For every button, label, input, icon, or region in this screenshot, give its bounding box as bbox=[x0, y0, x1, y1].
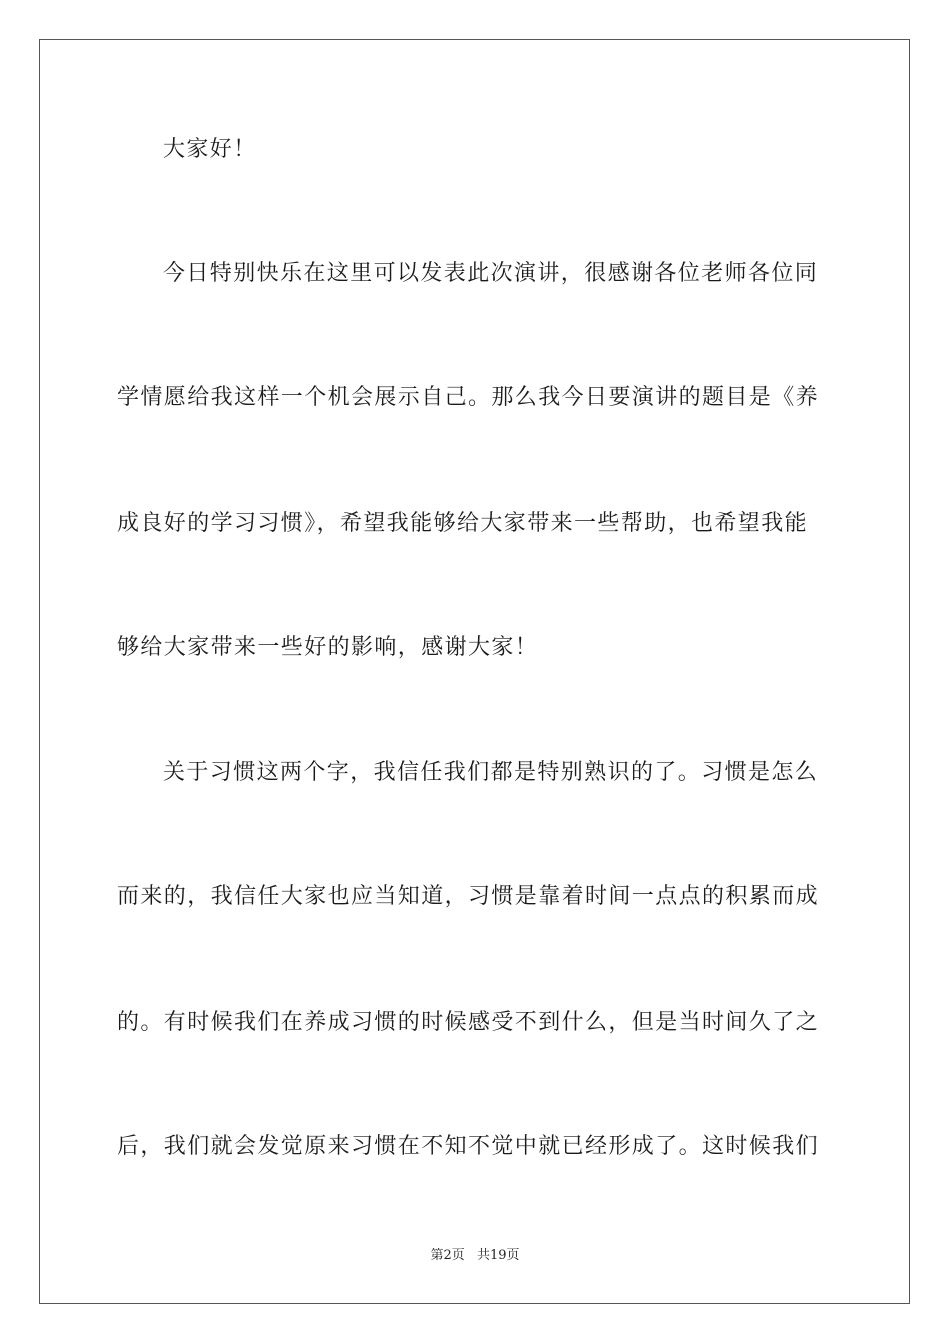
paragraph-line: 成良好的学习习惯》，希望我能够给大家带来一些帮助，也希望我能 bbox=[117, 511, 809, 536]
page-number: 第2页 bbox=[430, 1248, 465, 1263]
paragraph-line: 今日特别快乐在这里可以发表此次演讲，很感谢各位老师各位同 bbox=[163, 261, 819, 286]
page-footer bbox=[0, 1247, 950, 1265]
greeting-line: 大家好！ bbox=[163, 137, 257, 162]
paragraph-line: 后，我们就会发觉原来习惯在不知不觉中就已经形成了。这时候我们 bbox=[117, 1134, 820, 1159]
paragraph-line: 而来的，我信任大家也应当知道，习惯是靠着时间一点点的积累而成 bbox=[117, 884, 820, 909]
page-border bbox=[39, 39, 910, 1304]
page-total: 共19页 bbox=[476, 1248, 520, 1263]
paragraph-line: 关于习惯这两个字，我信任我们都是特别熟识的了。习惯是怎么 bbox=[163, 760, 819, 785]
paragraph-line: 学情愿给我这样一个机会展示自己。那么我今日要演讲的题目是《养 bbox=[117, 385, 820, 410]
paragraph-line: 够给大家带来一些好的影响，感谢大家！ bbox=[117, 635, 539, 660]
paragraph-line: 的。有时候我们在养成习惯的时候感受不到什么，但是当时间久了之 bbox=[117, 1010, 820, 1035]
